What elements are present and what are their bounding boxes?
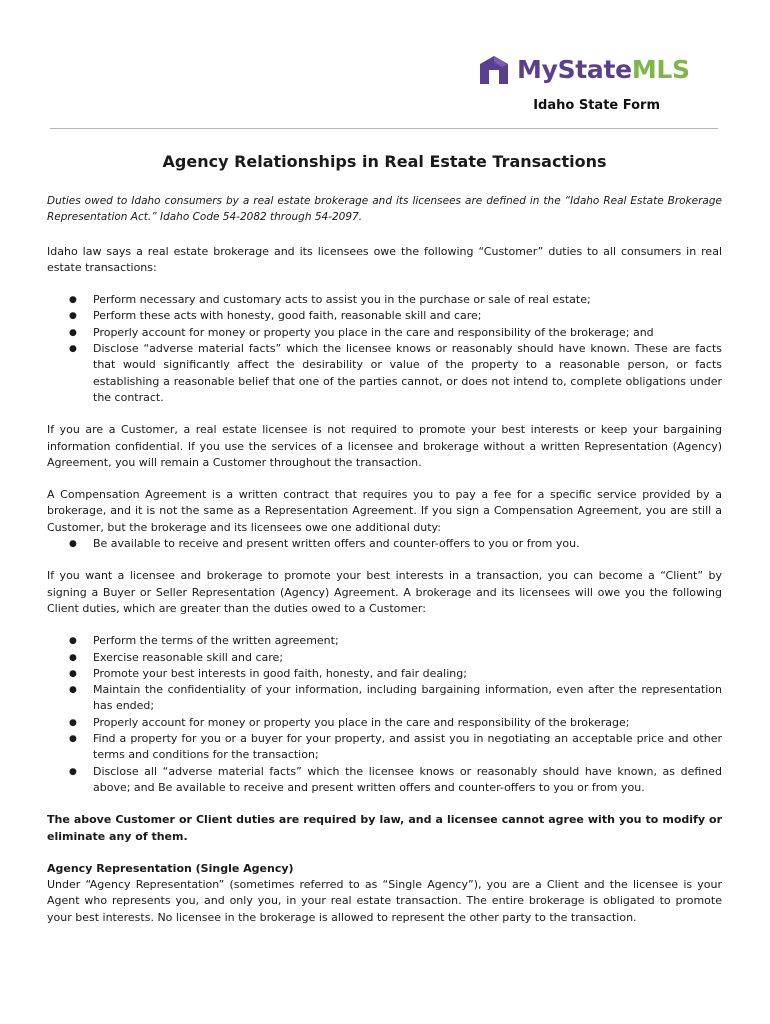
document-body [47,150,722,942]
document-title: Agency Relationships in Real Estate Transactions [162,152,607,171]
compensation-duties-list [47,536,722,552]
house-logo-icon [478,54,510,86]
list-item: ● Disclose all “adverse material facts” which the licensee knows or reasonably should have known, as defined above; and Be available to receive and present written offers and counter-offers to you or from you. [47,764,722,797]
customer-duties-intro: Idaho law says a real estate brokerage and its licensees owe the following “Customer” duties to all consumers in real estate transactions: [47,244,722,274]
intro-paragraph: Duties owed to Idaho consumers by a real estate brokerage and its licensees are defined in the “Idaho Real Estate Brokerage Representation Act.” Idaho Code 54-2082 through 54-2097. [47,195,722,224]
list-item: ● Properly account for money or property you place in the care and responsibility of the brokerage; [47,715,722,731]
mystatemls-logo [478,52,690,88]
list-item: ● Properly account for money or property you place in the care and responsibility of the brokerage; and [47,325,722,341]
list-item: ● Find a property for you or a buyer for your property, and assist you in negotiating an acceptable price and other terms and conditions for the transaction; [47,731,722,764]
single-agency-heading: Agency Representation (Single Agency) [47,861,294,875]
list-item: ● Exercise reasonable skill and care; [47,650,722,666]
list-item: ● Promote your best interests in good faith, honesty, and fair dealing; [47,666,722,682]
list-item: ● Disclose “adverse material facts” which the licensee knows or reasonably should have known. These are facts that would significantly affect the desirability or value of the property to a reasonable person, or facts establishing a reasonable belief that one of the parties cannot, or does not intend to, complete obligations under the contract. [47,341,722,406]
client-paragraph: If you want a licensee and brokerage to promote your best interests in a transaction, you can become a “Client” by signing a Buyer or Seller Representation (Agency) Agreement. A brokerage and its licensees will owe you the following Client duties, which are greater than the duties owed to a Customer: [47,569,722,615]
list-item: ● Perform the terms of the written agreement; [47,633,722,649]
customer-duties-list [47,292,722,406]
list-item: ● Perform necessary and customary acts to assist you in the purchase or sale of real estate; [47,292,722,308]
required-by-law-note: The above Customer or Client duties are required by law, and a licensee cannot agree with you to modify or eliminate any of them. [47,813,722,843]
compensation-paragraph: A Compensation Agreement is a written contract that requires you to pay a fee for a specific service provided by a brokerage, and it is not the same as a Representation Agreement. If you sign a Compensation Agreement, you are still a Customer, but the brokerage and its licensees owe one additional duty: [47,488,722,534]
list-item: ● Perform these acts with honesty, good faith, reasonable skill and care; [47,308,722,324]
header-divider [50,128,718,129]
client-duties-list [47,633,722,796]
list-item: ● Maintain the confidentiality of your information, including bargaining information, even after the representation has ended; [47,682,722,715]
customer-paragraph: If you are a Customer, a real estate licensee is not required to promote your best interests or keep your bargaining information confidential. If you use the services of a licensee and brokerage without a written Representation (Agency) Agreement, you will remain a Customer throughout the transaction. [47,423,722,469]
list-item: ● Be available to receive and present written offers and counter-offers to you or from you. [47,536,722,552]
logo-wordmark: MyStateMLS [517,55,690,84]
state-form-label: Idaho State Form [533,98,660,113]
single-agency-paragraph: Under “Agency Representation” (sometimes referred to as “Single Agency”), you are a Client and the licensee is your Agent who represents you, and only you, in your real estate transaction. The entire brokerage is obligated to promote your best interests. No licensee in the brokerage is allowed to represent the other party to the transaction. [47,878,722,924]
